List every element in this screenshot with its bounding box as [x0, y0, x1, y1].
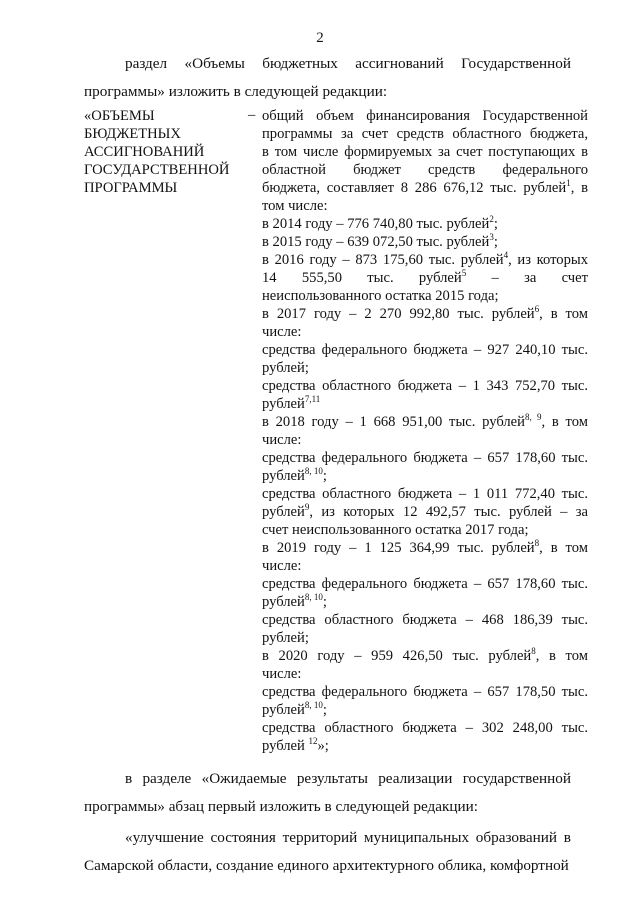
budget-line-tail: ; — [322, 702, 327, 718]
table-dash: – — [248, 107, 256, 123]
budget-line-text: рублей — [262, 594, 305, 610]
footnote-ref: 8 — [531, 647, 536, 656]
budget-line-text: областной бюджет средств федерального — [262, 162, 588, 178]
budget-line-text: рублей; — [262, 360, 309, 376]
budget-line-text: счет неиспользованного остатка 2017 года; — [262, 522, 529, 538]
footnote-ref: 4 — [503, 251, 509, 260]
budget-line-text: числе: — [262, 432, 302, 448]
budget-line — [262, 179, 588, 197]
budget-line — [262, 251, 588, 269]
footnote-ref: 8, 10 — [304, 592, 323, 602]
page-number: 2 — [316, 30, 324, 46]
budget-line — [262, 305, 588, 323]
footnote-ref: 9 — [304, 503, 310, 512]
intro-line-1 — [125, 55, 571, 73]
budget-line — [262, 629, 588, 647]
footnote-ref: 8, 10 — [304, 700, 323, 710]
budget-line — [262, 143, 588, 161]
budget-line-text: средства областного бюджета – 302 248,00 тыс. — [262, 720, 588, 736]
budget-line-text: в 2020 году – 959 426,50 тыс. рублей — [262, 648, 532, 664]
budget-line — [262, 233, 588, 251]
budget-line-tail: , из которых 12 492,57 тыс. рублей – за — [309, 504, 588, 520]
budget-line-text: в том числе формируемых за счет поступающих в — [262, 144, 588, 160]
budget-line — [262, 665, 588, 683]
footnote-ref: 12 — [308, 736, 318, 746]
budget-line-tail: »; — [317, 738, 329, 754]
footnote-ref: 6 — [534, 305, 540, 314]
budget-line — [262, 359, 588, 377]
word: в — [125, 770, 133, 787]
budget-label-line: БЮДЖЕТНЫХ — [84, 126, 181, 142]
budget-line — [262, 737, 588, 755]
word: муниципальных — [363, 829, 470, 846]
word: «улучшение — [125, 829, 204, 846]
section2-line-2: программы» абзац первый изложить в следующей редакции: — [84, 798, 478, 815]
quote-line-1 — [125, 829, 571, 847]
budget-line — [262, 575, 588, 593]
budget-line — [262, 593, 588, 611]
footnote-ref: 5 — [461, 269, 467, 278]
budget-line-tail: , в том — [535, 648, 588, 664]
footnote-ref: 2 — [489, 214, 494, 224]
budget-line — [262, 197, 588, 215]
budget-line-text: средства областного бюджета – 1 343 752,70 тыс. — [262, 378, 588, 394]
word: «Объемы — [184, 55, 245, 72]
footnote-ref: 3 — [489, 232, 494, 242]
budget-line-text: числе: — [262, 324, 302, 340]
budget-line — [262, 719, 588, 737]
word: ассигнований — [355, 55, 444, 72]
budget-label — [84, 107, 254, 197]
budget-line-tail: – за счет — [466, 270, 588, 286]
budget-line — [262, 269, 588, 287]
budget-line-tail: , в том — [541, 414, 588, 430]
budget-line-text: рублей — [262, 738, 309, 754]
budget-line — [262, 485, 588, 503]
budget-line-text: средства федерального бюджета – 657 178,60 тыс. — [262, 576, 588, 592]
footnote-ref: 8, 9 — [524, 413, 542, 422]
budget-line-text: рублей; — [262, 630, 309, 646]
budget-line-text: рублей — [262, 702, 305, 718]
budget-line-text: средства федерального бюджета – 657 178,60 тыс. — [262, 450, 588, 466]
word: бюджетных — [262, 55, 338, 72]
budget-line-text: в 2019 году – 1 125 364,99 тыс. рублей — [262, 540, 535, 556]
budget-line-text: средства федерального бюджета – 927 240,10 тыс. — [262, 342, 588, 358]
budget-line — [262, 467, 588, 485]
budget-line-text: рублей — [262, 468, 305, 484]
budget-line-text: том числе: — [262, 198, 328, 214]
budget-line — [262, 287, 588, 305]
word: реализации — [378, 770, 453, 787]
budget-allocations-text — [262, 107, 588, 755]
budget-line-tail: ; — [493, 216, 498, 232]
budget-line-text: рублей — [262, 396, 305, 412]
intro-line-2: программы» изложить в следующей редакции: — [84, 83, 388, 100]
word: результаты — [296, 770, 368, 787]
budget-line — [262, 431, 588, 449]
budget-line — [262, 413, 588, 431]
budget-line — [262, 521, 588, 539]
budget-line-text: в 2014 году – 776 740,80 тыс. рублей — [262, 216, 490, 232]
budget-line-tail: ; — [322, 594, 327, 610]
budget-line — [262, 161, 588, 179]
budget-line-text: в 2017 году – 2 270 992,80 тыс. рублей — [262, 306, 535, 322]
budget-label-line: «ОБЪЕМЫ — [84, 108, 155, 124]
budget-line — [262, 539, 588, 557]
word: государственной — [462, 770, 571, 787]
budget-label-line: АССИГНОВАНИЙ — [84, 144, 205, 160]
budget-line-text: средства федерального бюджета – 657 178,50 тыс. — [262, 684, 588, 700]
budget-line — [262, 125, 588, 143]
footnote-ref: 8 — [534, 539, 540, 548]
budget-line — [262, 683, 588, 701]
budget-line-text: средства областного бюджета – 468 186,39 тыс. — [262, 612, 588, 628]
budget-line-tail: , в том — [539, 540, 588, 556]
budget-line-text: в 2015 году – 639 072,50 тыс. рублей — [262, 234, 490, 250]
budget-label-line: ГОСУДАРСТВЕННОЙ — [84, 162, 230, 178]
footnote-ref: 8, 10 — [304, 466, 323, 476]
budget-line-tail: ; — [322, 468, 327, 484]
budget-line — [262, 323, 588, 341]
budget-line — [262, 503, 588, 521]
budget-line-text: числе: — [262, 666, 302, 682]
budget-line-text: общий объем финансирования Государственной — [262, 108, 588, 124]
budget-line — [262, 611, 588, 629]
word: раздел — [125, 55, 168, 72]
budget-line — [262, 377, 588, 395]
budget-line-text: числе: — [262, 558, 302, 574]
budget-line-tail: , из которых — [508, 252, 588, 268]
word: территорий — [282, 829, 358, 846]
budget-line-text: средства областного бюджета – 1 011 772,40 тыс. — [262, 486, 588, 502]
word: в — [563, 829, 571, 846]
quote-line-2: Самарской области, создание единого архитектурного облика, комфортной — [84, 857, 569, 874]
budget-line-text: 14 555,50 тыс. рублей — [262, 270, 462, 286]
section2-line-1 — [125, 770, 571, 788]
budget-line — [262, 395, 588, 413]
budget-line — [262, 107, 588, 125]
word: Государственной — [461, 55, 571, 72]
word: разделе — [142, 770, 192, 787]
word: образований — [475, 829, 558, 846]
budget-line — [262, 647, 588, 665]
budget-line-tail: , в том — [539, 306, 588, 322]
footnote-ref: 1 — [566, 179, 571, 188]
budget-line-text: рублей — [262, 504, 305, 520]
footnote-ref: 7,11 — [304, 394, 321, 404]
budget-line-tail: , в — [570, 180, 588, 196]
budget-line-text: в 2018 году – 1 668 951,00 тыс. рублей — [262, 414, 525, 430]
word: «Ожидаемые — [201, 770, 287, 787]
word: состояния — [210, 829, 276, 846]
budget-line — [262, 449, 588, 467]
budget-line-text: программы за счет средств областного бюджета, — [262, 126, 588, 142]
budget-line — [262, 215, 588, 233]
budget-line-text: в 2016 году – 873 175,60 тыс. рублей — [262, 252, 504, 268]
budget-line-text: бюджета, составляет 8 286 676,12 тыс. рублей — [262, 180, 567, 196]
budget-line-tail: ; — [493, 234, 498, 250]
budget-label-line: ПРОГРАММЫ — [84, 180, 178, 196]
budget-line — [262, 701, 588, 719]
budget-line — [262, 341, 588, 359]
budget-line — [262, 557, 588, 575]
budget-line-text: неиспользованного остатка 2015 года; — [262, 288, 499, 304]
